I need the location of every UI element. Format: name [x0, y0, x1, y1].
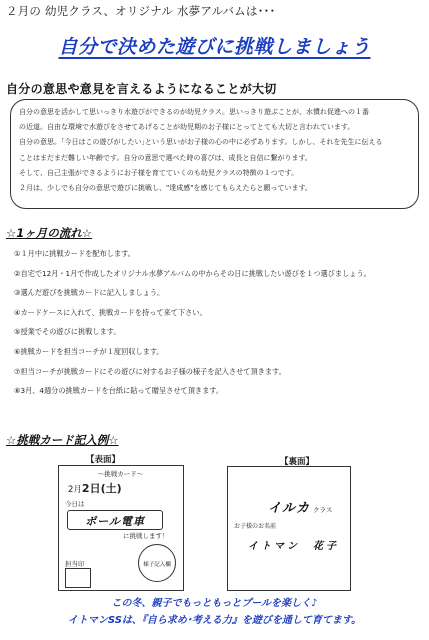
date-day: 2日 [81, 482, 101, 495]
name-label: お子様のお名前 [234, 523, 277, 530]
class-name [268, 497, 332, 516]
game-name: ポール電車 [85, 515, 145, 528]
intro-text: ２月の 幼児クラス、オリジナル 水夢アルバムは･･･ [6, 4, 276, 18]
paragraph-line: ２月は、少しでも自分の意思で遊びに挑戦し、"達成感"を感じてもらえたらと願っています。 [19, 184, 312, 193]
class-suffix: クラス [313, 506, 333, 514]
step-item: ⑤授業でその遊びに挑戦します。 [14, 327, 121, 337]
back-side-label: 【裏面】 [280, 457, 315, 467]
date-month: 2月 [68, 485, 82, 495]
notes-circle [138, 544, 176, 582]
card-header: ～挑戦カード～ [97, 470, 144, 478]
card-date [68, 480, 122, 496]
step-item: ⑥挑戦カードを担当コーチが１度回収します。 [14, 346, 164, 356]
challenge-text: に挑戦します！ [123, 532, 169, 540]
paragraph-line: 自分の意思。｢今日はこの遊びがしたい｣という思いがお子様の心の中に必ずあります。しかし、それを先生に伝える [19, 138, 383, 147]
game-name-box [67, 510, 163, 530]
stamp-box [65, 568, 91, 588]
paragraph-line: 自分の意思を活かして思いっきり水遊びができるのが幼児クラス。思いっきり遊ぶことが、水慣れ促進への１番 [19, 108, 369, 116]
stamp-label: 担当印 [65, 560, 85, 568]
challenge-card-front [58, 465, 184, 591]
explanation-box [10, 99, 419, 209]
step-item: ①１月中に挑戦カードを配布します。 [14, 249, 135, 258]
paragraph-line: ことはまだまだ難しい年齢です。自分の意思で選べた時の喜びは、成長と自信に繋がります。 [19, 153, 312, 162]
challenge-card-back [227, 466, 351, 591]
paragraph-line: の近道。自由な環境で水遊びをさせてあげることが幼児期のお子様にとってとても大切と言われています。 [19, 123, 355, 132]
page-title: 自分で決めた遊びに挑戦しましょう [58, 36, 371, 58]
steps-list [14, 248, 371, 405]
step-item: ④カードケースに入れて、挑戦カードを持って来て下さい。 [14, 307, 207, 317]
notes-label: 様子記入欄 [143, 562, 171, 568]
date-weekday: (土) [100, 482, 122, 495]
step-item: ③選んだ遊びを挑戦カードに記入しましょう。 [14, 288, 165, 298]
section-title-card-example: ☆挑戦カード記入例☆ [6, 433, 119, 447]
step-item: ②自宅で12月・1月で作成したオリジナル水夢アルバムの中からその日に挑戦したい遊びを１つ選びましょう。 [14, 268, 371, 278]
step-item: ⑦担当コーチが挑戦カードにその遊びに対するお子様の様子を記入させて頂きます。 [14, 366, 286, 376]
footer-line-2: イトマンSSは、『自ら求め･考える力』を遊びを通して育てます。 [67, 615, 362, 626]
section-title-monthly-flow: ☆1ヶ月の流れ☆ [6, 226, 93, 240]
step-item: ⑧3月、4週分の挑戦カードを台紙に貼って贈呈させて頂きます。 [14, 386, 224, 396]
class-name-value: イルカ [268, 501, 311, 516]
section-title-importance: 自分の意思や意見を言えるようになることが大切 [6, 82, 277, 96]
footer-line-1: この冬、親子でもっともっとプールを楽しく♪ [111, 598, 318, 609]
front-side-label: 【表面】 [86, 455, 121, 465]
child-name: イトマン 花子 [248, 541, 339, 552]
paragraph-line: そして、自己主張ができるようにお子様を育てていくのも幼児クラスの特徴の１つです。 [19, 168, 299, 177]
today-label: 今日は [65, 500, 85, 508]
